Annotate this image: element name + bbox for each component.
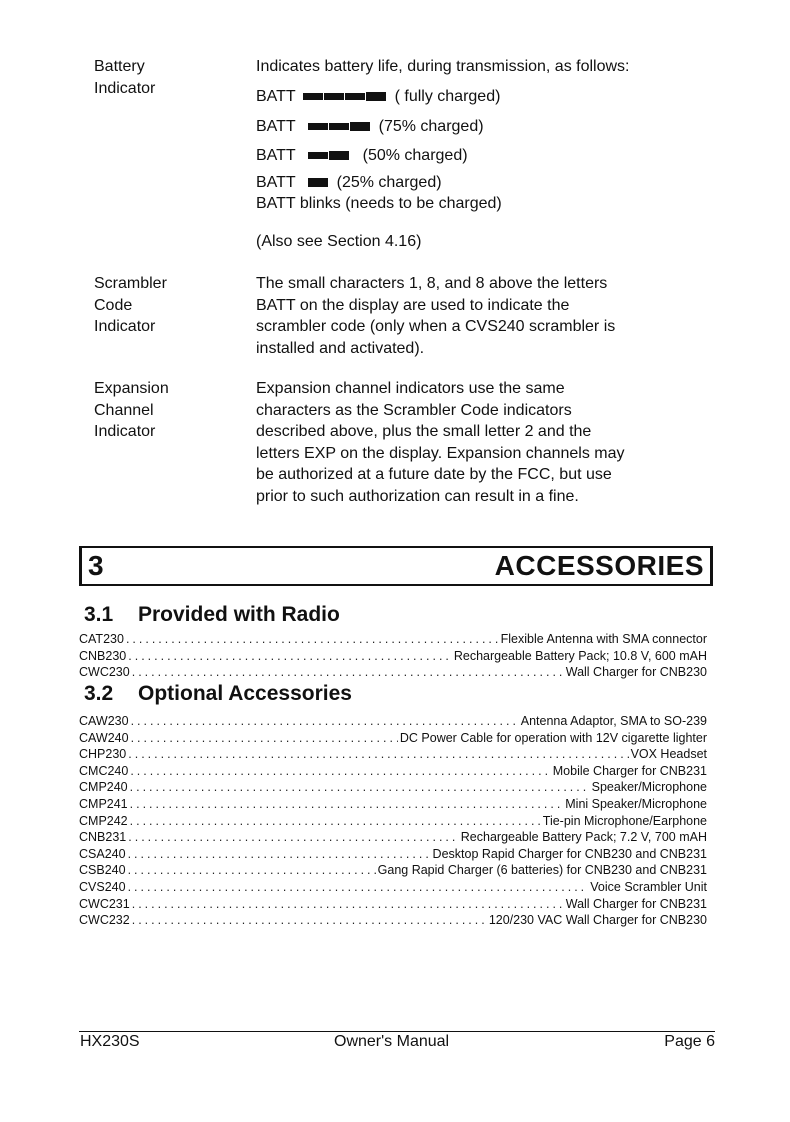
accessory-row: [79, 829, 707, 846]
accessory-code: CWC230: [79, 665, 130, 680]
body-line: prior to such authorization can result in a fine.: [256, 487, 579, 505]
battery-level-row: [256, 116, 484, 138]
battery-bar-segment: [329, 151, 349, 160]
battery-level-note: (75% charged): [378, 118, 484, 135]
section-number: 3.2: [84, 682, 114, 705]
accessory-description: Rechargeable Battery Pack; 7.2 V, 700 mAH: [460, 830, 707, 845]
dot-leader: [128, 829, 459, 846]
chapter-heading: [79, 546, 713, 586]
battery-level-row: [256, 86, 500, 108]
accessory-description: Voice Scrambler Unit: [590, 879, 707, 894]
battery-bar-segment: [308, 123, 328, 130]
footer-divider: [79, 1031, 715, 1032]
body-line: letters EXP on the display. Expansion channels may: [256, 444, 625, 462]
accessory-row: [79, 796, 707, 813]
battery-bars-icon: [308, 116, 371, 138]
definition-term: [94, 273, 244, 338]
term-line: Channel: [94, 401, 154, 419]
accessory-description: Gang Rapid Charger (6 batteries) for CNB230 and CNB231: [377, 863, 707, 878]
definition-term: [94, 56, 244, 99]
dot-leader: [132, 912, 487, 929]
accessory-row: [79, 648, 707, 665]
battery-bar-segment: [345, 93, 365, 100]
accessory-code: CMP241: [79, 796, 128, 811]
body-line: The small characters 1, 8, and 8 above the letters: [256, 275, 608, 292]
battery-level-row: [256, 145, 468, 167]
term-line: Expansion: [94, 380, 169, 397]
accessory-code: CMP240: [79, 780, 128, 795]
battery-bars-icon: [308, 172, 329, 194]
battery-indicator-definition: [94, 56, 714, 256]
battery-bar-segment: [303, 93, 323, 100]
battery-level-note: (25% charged): [336, 174, 442, 191]
accessory-description: DC Power Cable for operation with 12V cigarette lighter: [399, 730, 707, 745]
definition-intro: Indicates battery life, during transmission, as follows:: [256, 58, 630, 75]
term-line: Scrambler: [94, 275, 167, 292]
footer-model: HX230S: [80, 1033, 140, 1050]
battery-bar-segment: [308, 178, 328, 187]
dot-leader: [131, 730, 398, 747]
accessory-code: CWC231: [79, 896, 130, 911]
accessory-row: [79, 779, 707, 796]
accessory-description: Mobile Charger for CNB231: [552, 763, 707, 778]
expansion-channel-indicator-definition: [94, 378, 714, 513]
section-number: 3.1: [84, 603, 114, 626]
body-line: Expansion channel indicators use the same: [256, 380, 565, 397]
dot-leader: [128, 862, 376, 879]
accessory-code: CNB231: [79, 830, 127, 845]
battery-bar-segment: [329, 123, 349, 130]
definition-term: [94, 378, 244, 443]
accessory-row: [79, 730, 707, 747]
section-heading: [84, 682, 352, 706]
dot-leader: [128, 648, 452, 665]
accessory-description: Flexible Antenna with SMA connector: [500, 632, 707, 646]
battery-blink-note: BATT blinks (needs to be charged): [256, 195, 502, 212]
term-line: Battery: [94, 58, 145, 75]
accessory-code: CVS240: [79, 879, 126, 894]
footer-page-number: Page 6: [664, 1033, 715, 1050]
see-also-note: (Also see Section 4.16): [256, 233, 422, 250]
section-heading: [84, 603, 340, 627]
batt-label: BATT: [256, 118, 296, 135]
batt-label: BATT: [256, 174, 296, 191]
accessory-description: 120/230 VAC Wall Charger for CNB230: [488, 913, 707, 928]
body-line: BATT on the display are used to indicate the: [256, 296, 570, 314]
accessory-row: [79, 896, 707, 913]
chapter-number: 3: [88, 550, 104, 581]
accessory-row: [79, 763, 707, 780]
definition-body: [256, 378, 706, 507]
batt-label: BATT: [256, 147, 296, 164]
dot-leader: [126, 631, 499, 648]
accessory-row: [79, 912, 707, 929]
dot-leader: [130, 813, 541, 830]
dot-leader: [128, 846, 431, 863]
accessory-description: Speaker/Microphone: [591, 780, 707, 795]
scrambler-code-indicator-definition: [94, 273, 714, 363]
accessory-description: VOX Headset: [630, 747, 707, 762]
dot-leader: [130, 779, 590, 796]
dot-leader: [128, 746, 628, 763]
dot-leader: [130, 796, 564, 813]
accessory-row: [79, 631, 707, 648]
batt-label: BATT: [256, 88, 296, 105]
footer-document-title: Owner's Manual: [334, 1033, 450, 1050]
accessory-description: Rechargeable Battery Pack; 10.8 V, 600 mAH: [453, 648, 707, 663]
dot-leader: [128, 879, 589, 896]
dot-leader: [132, 896, 564, 913]
accessory-code: CAW230: [79, 714, 129, 728]
term-line: Indicator: [94, 318, 156, 335]
accessory-list: [79, 631, 707, 681]
battery-bars-icon: [303, 86, 387, 108]
accessory-code: CSA240: [79, 846, 126, 861]
accessory-code: CAW240: [79, 730, 129, 745]
battery-level-note: ( fully charged): [394, 88, 501, 105]
body-line: be authorized at a future date by the FCC, but use: [256, 466, 612, 483]
accessory-code: CAT230: [79, 632, 124, 646]
battery-bar-segment: [308, 152, 328, 159]
accessory-description: Antenna Adaptor, SMA to SO-239: [520, 714, 707, 728]
accessory-code: CWC232: [79, 913, 130, 928]
accessory-row: [79, 664, 707, 681]
body-line: described above, plus the small letter 2 and the: [256, 423, 592, 440]
battery-bar-segment: [324, 93, 344, 100]
accessory-row: [79, 746, 707, 763]
accessory-code: CHP230: [79, 747, 127, 762]
accessory-description: Mini Speaker/Microphone: [565, 796, 707, 811]
body-line: scrambler code (only when a CVS240 scrambler is: [256, 318, 616, 335]
body-line: characters as the Scrambler Code indicators: [256, 401, 572, 419]
section-title: Optional Accessories: [138, 682, 352, 705]
dot-leader: [131, 713, 519, 730]
accessory-description: Desktop Rapid Charger for CNB230 and CNB231: [432, 846, 707, 861]
accessory-row: [79, 813, 707, 830]
accessory-description: Wall Charger for CNB230: [565, 665, 707, 680]
section-title: Provided with Radio: [138, 603, 340, 626]
battery-bars-icon: [308, 145, 350, 167]
definition-body: [256, 273, 706, 359]
accessory-row: [79, 846, 707, 863]
accessory-code: CMP242: [79, 813, 128, 828]
accessory-code: CNB230: [79, 648, 127, 663]
dot-leader: [132, 664, 564, 681]
dot-leader: [130, 763, 550, 780]
accessory-list: [79, 713, 707, 929]
term-line: Code: [94, 296, 133, 314]
battery-bar-segment: [350, 122, 370, 131]
battery-bar-segment: [366, 92, 386, 101]
accessory-row: [79, 862, 707, 879]
accessory-row: [79, 879, 707, 896]
chapter-title: ACCESSORIES: [494, 550, 704, 581]
accessory-description: Wall Charger for CNB231: [565, 896, 707, 911]
term-line: Indicator: [94, 423, 156, 440]
body-line: installed and activated).: [256, 339, 425, 357]
battery-level-row: [256, 172, 442, 194]
accessory-code: CSB240: [79, 863, 126, 878]
term-line: Indicator: [94, 79, 156, 97]
accessory-row: [79, 713, 707, 730]
accessory-code: CMC240: [79, 763, 129, 778]
battery-level-note: (50% charged): [362, 147, 468, 164]
accessory-description: Tie-pin Microphone/Earphone: [542, 813, 707, 828]
